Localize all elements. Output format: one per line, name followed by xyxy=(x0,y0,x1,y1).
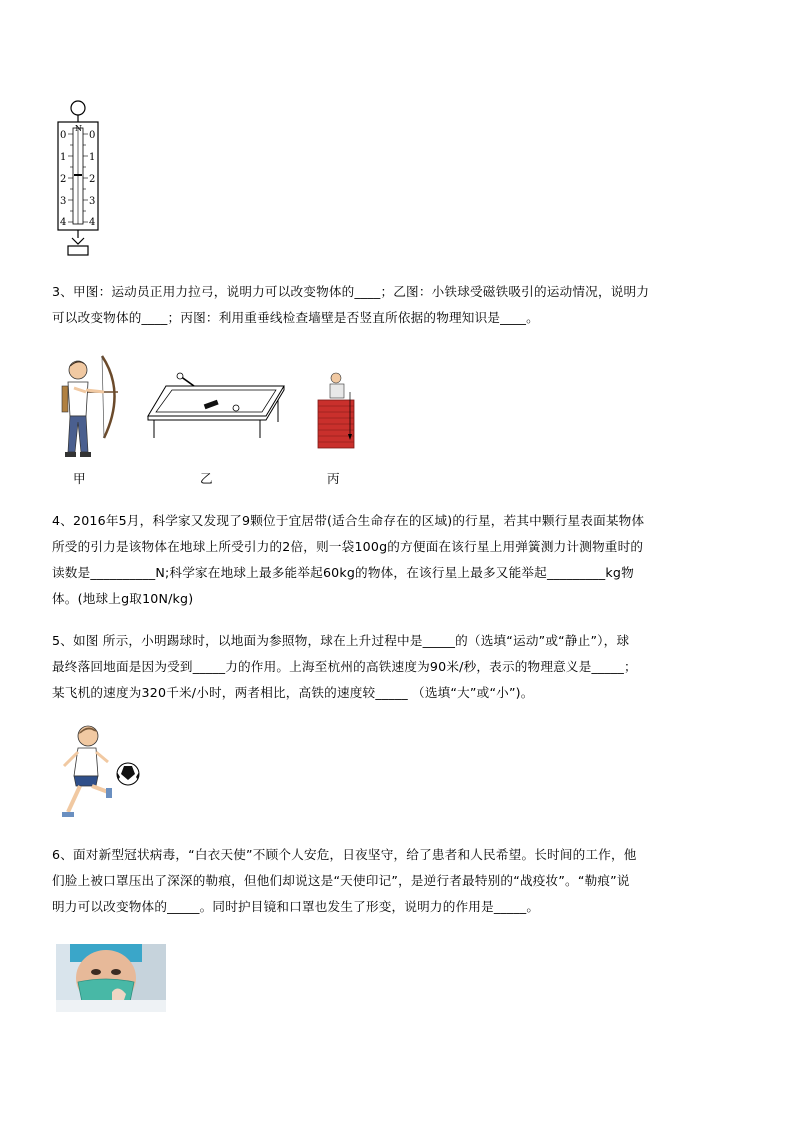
plumb-wall-figure xyxy=(312,370,362,450)
scale-mark-left: 3 xyxy=(60,196,67,207)
question-text-line: 们脸上被口罩压出了深深的勒痕，但他们却说这是“天使印记”，是逆行者最特别的“战疫妆”。“勒痕”说 xyxy=(52,873,630,888)
question-6 xyxy=(52,842,752,920)
question-text-line: 最终落回地面是因为受到_____力的作用。上海至杭州的高铁速度为90米/秒，表示的物理意义是_____； xyxy=(52,659,637,674)
question-text-line: 所受的引力是该物体在地球上所受引力的2倍，则一袋100g的方便面在该行星上用弹簧测力计测物重时的 xyxy=(52,539,644,554)
scale-mark-right: 2 xyxy=(89,174,96,185)
medical-worker-photo xyxy=(56,944,166,1012)
question-text-line: 读数是__________N;科学家在地球上最多能举起60kg的物体，在该行星上最多又能举起_________kg物 xyxy=(52,565,634,580)
question-text-line: 4、2016年5月，科学家又发现了9颗位于宜居带(适合生命存在的区域)的行星，若其中颗行星表面某物体 xyxy=(52,513,645,528)
question-text-line: 5、如图 所示，小明踢球时，以地面为参照物，球在上升过程中是_____的（选填“运动”或“静止”），球 xyxy=(52,633,630,648)
caption-bing: 丙 xyxy=(327,471,340,486)
scale-mark-left: 2 xyxy=(60,174,67,185)
scale-unit-label: N xyxy=(75,124,82,133)
question-5 xyxy=(52,628,752,706)
question-text-line: 6、面对新型冠状病毒，“白衣天使”不顾个人安危，日夜坚守，给了患者和人民希望。长时间的工作，他 xyxy=(52,847,637,862)
question-text-line: 可以改变物体的____；丙图：利用重垂线检查墙壁是否竖直所依据的物理知识是____。 xyxy=(52,310,539,325)
scale-mark-left: 0 xyxy=(60,130,67,141)
scale-mark-right: 1 xyxy=(89,152,96,163)
question-text-line: 明力可以改变物体的_____。同时护目镜和口罩也发生了形变，说明力的作用是_____。 xyxy=(52,899,540,914)
question-text-line: 3、甲图：运动员正用力拉弓，说明力可以改变物体的____；乙图：小铁球受磁铁吸引的运动情况，说明力 xyxy=(52,284,650,299)
caption-jia: 甲 xyxy=(73,471,86,486)
spring-scale-figure xyxy=(52,98,104,260)
archer-figure xyxy=(56,352,122,462)
scale-mark-right: 4 xyxy=(89,217,96,228)
scale-mark-right: 3 xyxy=(89,196,96,207)
scale-mark-left: 4 xyxy=(60,217,67,228)
kicking-boy-figure xyxy=(54,722,144,824)
scale-mark-left: 1 xyxy=(60,152,67,163)
caption-yi: 乙 xyxy=(200,471,213,486)
question-text-line: 体。(地球上g取10N/kg) xyxy=(52,591,194,606)
question-3 xyxy=(52,279,752,331)
magnet-table-figure xyxy=(146,372,286,444)
scale-mark-right: 0 xyxy=(89,130,96,141)
question-text-line: 某飞机的速度为320千米/小时，两者相比，高铁的速度较_____ （选填“大”或“小”)。 xyxy=(52,685,534,700)
question-4 xyxy=(52,508,752,612)
